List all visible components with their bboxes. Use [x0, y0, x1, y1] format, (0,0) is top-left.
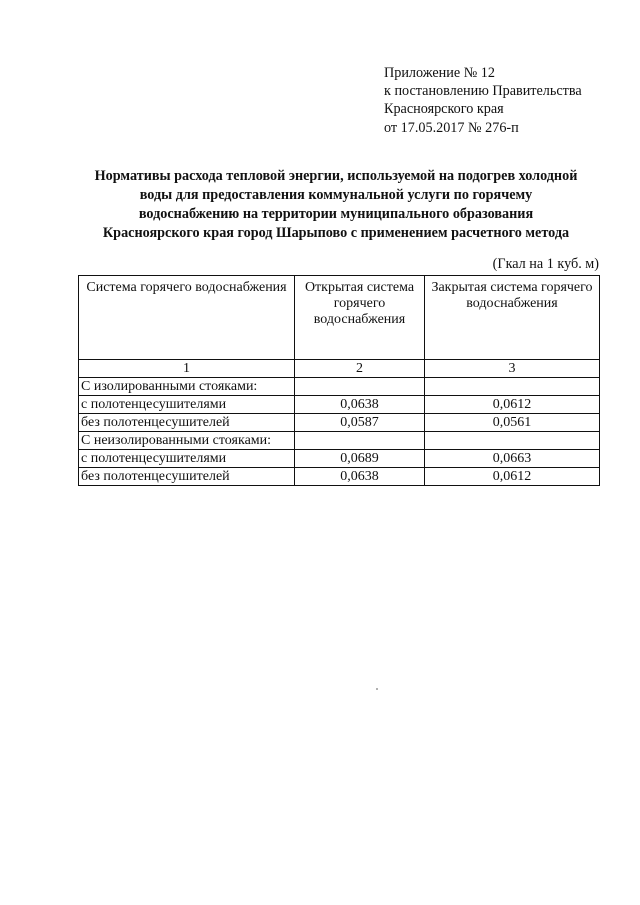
- closed-value: 0,0612: [425, 396, 600, 414]
- open-value: 0,0638: [295, 396, 425, 414]
- table-row: [79, 468, 600, 486]
- table-row: [79, 450, 600, 468]
- column-number-row: [79, 360, 600, 378]
- table-row: [79, 414, 600, 432]
- annex-date: от 17.05.2017 № 276-п: [384, 119, 519, 136]
- title-line-2: воды для предоставления коммунальной услуги по горячему: [139, 187, 533, 203]
- open-value: 0,0587: [295, 414, 425, 432]
- annex-region: Красноярского края: [384, 101, 504, 118]
- header-system: Система горячего водоснабжения: [79, 276, 295, 360]
- open-value: 0,0689: [295, 450, 425, 468]
- closed-value: 0,0663: [425, 450, 600, 468]
- column-number: 1: [79, 360, 295, 378]
- scan-speck: [376, 688, 378, 690]
- header-open-system: Открытая система горячего водоснабжения: [295, 276, 425, 360]
- annex-number: Приложение № 12: [384, 65, 495, 81]
- table-row: [79, 432, 600, 450]
- closed-value: 0,0612: [425, 468, 600, 486]
- norms-table: [78, 275, 600, 486]
- row-label: С изолированными стояками:: [79, 378, 295, 396]
- open-value: [295, 378, 425, 396]
- closed-value: [425, 378, 600, 396]
- open-value: [295, 432, 425, 450]
- row-label: без полотенцесушителей: [79, 468, 295, 486]
- annex-resolution: к постановлению Правительства: [384, 83, 582, 100]
- row-label: с полотенцесушителями: [79, 450, 295, 468]
- annex-block: [384, 64, 582, 137]
- row-label: С неизолированными стояками:: [79, 432, 295, 450]
- title-line-4: Красноярского края город Шарыпово с применением расчетного метода: [102, 225, 570, 241]
- table-row: [79, 396, 600, 414]
- row-label: без полотенцесушителей: [79, 414, 295, 432]
- table-row: [79, 378, 600, 396]
- column-number: 3: [425, 360, 600, 378]
- unit-label: (Гкал на 1 куб. м): [492, 256, 599, 272]
- closed-value: [425, 432, 600, 450]
- row-label: с полотенцесушителями: [79, 396, 295, 414]
- document-title: [66, 167, 606, 243]
- title-line-1: Нормативы расхода тепловой энергии, используемой на подогрев холодной: [94, 168, 578, 184]
- table-header-row: [79, 276, 600, 360]
- title-line-3: водоснабжению на территории муниципального образования: [138, 206, 534, 222]
- open-value: 0,0638: [295, 468, 425, 486]
- closed-value: 0,0561: [425, 414, 600, 432]
- column-number: 2: [295, 360, 425, 378]
- header-closed-system: Закрытая система горячего водоснабжения: [425, 276, 600, 360]
